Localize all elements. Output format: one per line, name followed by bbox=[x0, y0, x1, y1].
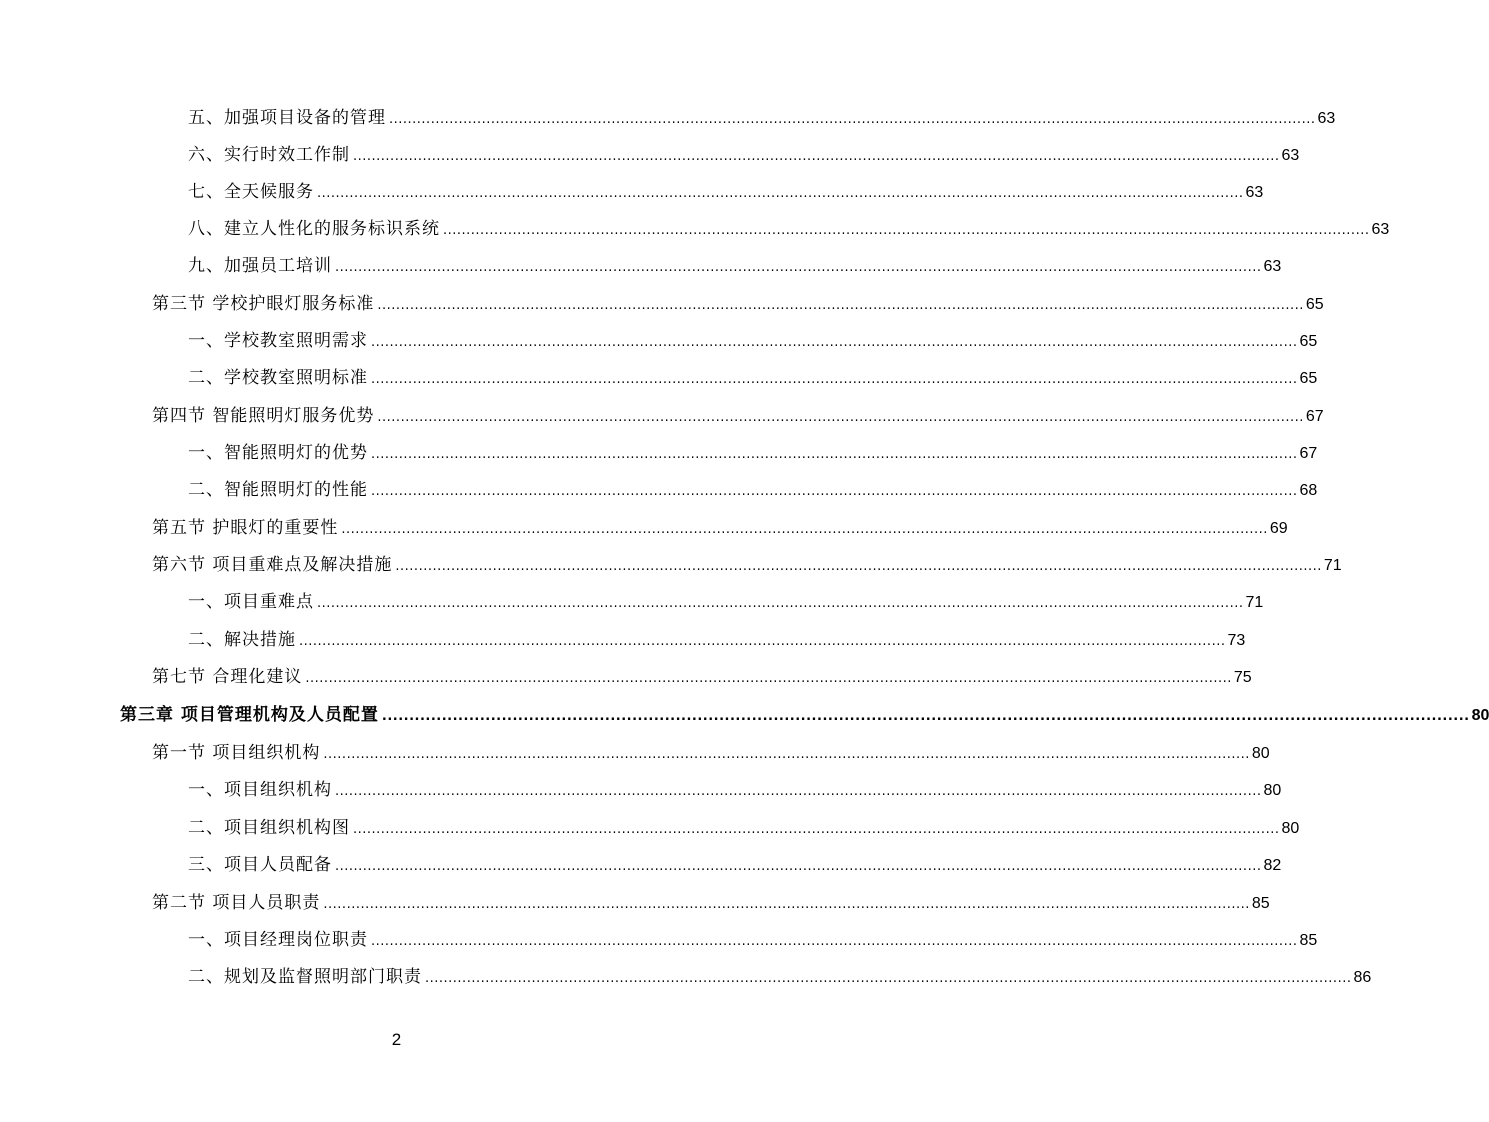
toc-entry[interactable] bbox=[188, 435, 1318, 472]
toc-entry[interactable] bbox=[152, 398, 1324, 435]
toc-entry[interactable] bbox=[152, 510, 1288, 547]
toc-leader-dots: ........................................................................................................................................................................................................ bbox=[323, 747, 1250, 762]
toc-entry-page: 69 bbox=[1269, 520, 1288, 537]
toc-leader-dots: ........................................................................................................................................................................................................ bbox=[317, 186, 1244, 201]
toc-entry[interactable] bbox=[188, 584, 1264, 621]
toc-entry[interactable] bbox=[152, 735, 1270, 772]
toc-entry-title: 第三节 学校护眼灯服务标准 bbox=[152, 294, 375, 314]
toc-entry-page: 80 bbox=[1471, 707, 1489, 724]
toc-entry-page: 85 bbox=[1251, 895, 1270, 912]
toc-entry-title: 第二节 项目人员职责 bbox=[152, 893, 321, 913]
toc-leader-dots: ........................................................................................................................................................................................................ bbox=[371, 484, 1298, 499]
toc-entry-page: 80 bbox=[1281, 820, 1300, 837]
toc-entry[interactable] bbox=[152, 885, 1270, 922]
toc-entry-title: 二、学校教室照明标准 bbox=[188, 368, 368, 388]
toc-entry-page: 63 bbox=[1281, 147, 1300, 164]
toc-entry-page: 71 bbox=[1323, 557, 1342, 574]
toc-leader-dots: ........................................................................................................................................................................................................ bbox=[323, 897, 1250, 912]
toc-leader-dots: ........................................................................................................................................................................................................ bbox=[305, 671, 1232, 686]
toc-entry[interactable] bbox=[152, 286, 1324, 323]
toc-entry-page: 63 bbox=[1245, 184, 1264, 201]
toc-leader-dots: ........................................................................................................................................................................................................ bbox=[371, 372, 1298, 387]
toc-entry-page: 67 bbox=[1299, 445, 1318, 462]
toc-entry-page: 63 bbox=[1317, 110, 1336, 127]
toc-leader-dots: ........................................................................................................................................................................................................ bbox=[371, 934, 1298, 949]
toc-leader-dots: ........................................................................................................................................................................................................ bbox=[299, 634, 1226, 649]
toc-entry-page: 71 bbox=[1245, 594, 1264, 611]
toc-entry-title: 六、实行时效工作制 bbox=[188, 145, 350, 165]
toc-leader-dots: ........................................................................................................................................................................................................ bbox=[377, 298, 1304, 313]
toc-entry-page: 65 bbox=[1299, 370, 1318, 387]
toc-entry[interactable] bbox=[188, 323, 1318, 360]
toc-entry-page: 82 bbox=[1263, 857, 1282, 874]
toc-entry-title: 七、全天候服务 bbox=[188, 182, 314, 202]
toc-entry-title: 二、项目组织机构图 bbox=[188, 818, 350, 838]
toc-entry-page: 63 bbox=[1263, 258, 1282, 275]
toc-leader-dots: ........................................................................................................................................................................................................ bbox=[335, 260, 1262, 275]
toc-entry[interactable] bbox=[188, 211, 1390, 248]
toc-entry-title: 五、加强项目设备的管理 bbox=[188, 108, 386, 128]
toc-entry-page: 65 bbox=[1299, 333, 1318, 350]
toc-entry-page: 65 bbox=[1305, 296, 1324, 313]
toc-entry-page: 86 bbox=[1353, 969, 1372, 986]
toc-leader-dots: ........................................................................................................................................................................................................ bbox=[317, 596, 1244, 611]
toc-entry-page: 68 bbox=[1299, 482, 1318, 499]
toc-entry-title: 一、学校教室照明需求 bbox=[188, 331, 368, 351]
toc-entry-title: 二、规划及监督照明部门职责 bbox=[188, 967, 422, 987]
toc-entry-title: 一、项目重难点 bbox=[188, 592, 314, 612]
toc-leader-dots: ........................................................................................................................................................................................................ bbox=[377, 410, 1304, 425]
toc-entry-title: 一、项目经理岗位职责 bbox=[188, 930, 368, 950]
toc-entry[interactable] bbox=[188, 472, 1318, 509]
toc-entry-page: 80 bbox=[1263, 782, 1282, 799]
toc-entry-title: 一、智能照明灯的优势 bbox=[188, 443, 368, 463]
toc-entry[interactable] bbox=[188, 360, 1318, 397]
toc-entry-page: 73 bbox=[1227, 632, 1246, 649]
toc-entry-page: 80 bbox=[1251, 745, 1270, 762]
toc-leader-dots: ........................................................................................................................................................................................................ bbox=[443, 223, 1370, 238]
toc-leader-dots: ........................................................................................................................................................................................................ bbox=[341, 522, 1268, 537]
toc-leader-dots: ........................................................................................................................................................................................................ bbox=[353, 149, 1280, 164]
toc-entry[interactable] bbox=[152, 659, 1252, 696]
toc-entry-title: 二、智能照明灯的性能 bbox=[188, 480, 368, 500]
toc-leader-dots: ........................................................................................................................................................................................................ bbox=[389, 112, 1316, 127]
toc-leader-dots: ........................................................................................................................................................................................................ bbox=[371, 335, 1298, 350]
page-number: 2 bbox=[391, 1030, 402, 1049]
toc-entry[interactable] bbox=[188, 137, 1300, 174]
toc-entry-page: 75 bbox=[1233, 669, 1252, 686]
toc-entry[interactable] bbox=[188, 100, 1336, 137]
toc-leader-dots: ........................................................................................................................................................................................................ bbox=[371, 447, 1298, 462]
toc-entry[interactable] bbox=[188, 959, 1372, 996]
toc-entry-title: 二、解决措施 bbox=[188, 630, 296, 650]
toc-entry-page: 85 bbox=[1299, 932, 1318, 949]
toc-entry-title: 第三章 项目管理机构及人员配置 bbox=[120, 705, 379, 725]
toc-leader-dots: ........................................................................................................................................................................................................ bbox=[395, 559, 1322, 574]
toc-entry[interactable] bbox=[188, 248, 1282, 285]
toc-entry[interactable] bbox=[188, 622, 1246, 659]
toc-chapter-entry[interactable] bbox=[120, 697, 1489, 734]
toc-entry-page: 67 bbox=[1305, 408, 1324, 425]
toc-entry-title: 第五节 护眼灯的重要性 bbox=[152, 518, 339, 538]
toc-entry-title: 三、项目人员配备 bbox=[188, 855, 332, 875]
toc-entry[interactable] bbox=[188, 922, 1318, 959]
toc-leader-dots: ........................................................................................................................................................................................................ bbox=[381, 709, 1470, 724]
toc-leader-dots: ........................................................................................................................................................................................................ bbox=[335, 784, 1262, 799]
toc-entry-title: 一、项目组织机构 bbox=[188, 780, 332, 800]
toc-entry-title: 第四节 智能照明灯服务优势 bbox=[152, 406, 375, 426]
toc-entry-page: 63 bbox=[1371, 221, 1390, 238]
toc-leader-dots: ........................................................................................................................................................................................................ bbox=[353, 822, 1280, 837]
toc-leader-dots: ........................................................................................................................................................................................................ bbox=[425, 971, 1352, 986]
toc-entry[interactable] bbox=[188, 810, 1300, 847]
toc-entry-title: 第一节 项目组织机构 bbox=[152, 743, 321, 763]
toc-entry[interactable] bbox=[188, 772, 1282, 809]
toc-leader-dots: ........................................................................................................................................................................................................ bbox=[335, 859, 1262, 874]
toc-entry-title: 第六节 项目重难点及解决措施 bbox=[152, 555, 393, 575]
toc-entry-title: 八、建立人性化的服务标识系统 bbox=[188, 219, 440, 239]
toc-entry[interactable] bbox=[188, 174, 1264, 211]
toc-entry[interactable] bbox=[152, 547, 1342, 584]
toc-entry-title: 第七节 合理化建议 bbox=[152, 667, 303, 687]
toc-entry-title: 九、加强员工培训 bbox=[188, 256, 332, 276]
toc-entry[interactable] bbox=[188, 847, 1282, 884]
